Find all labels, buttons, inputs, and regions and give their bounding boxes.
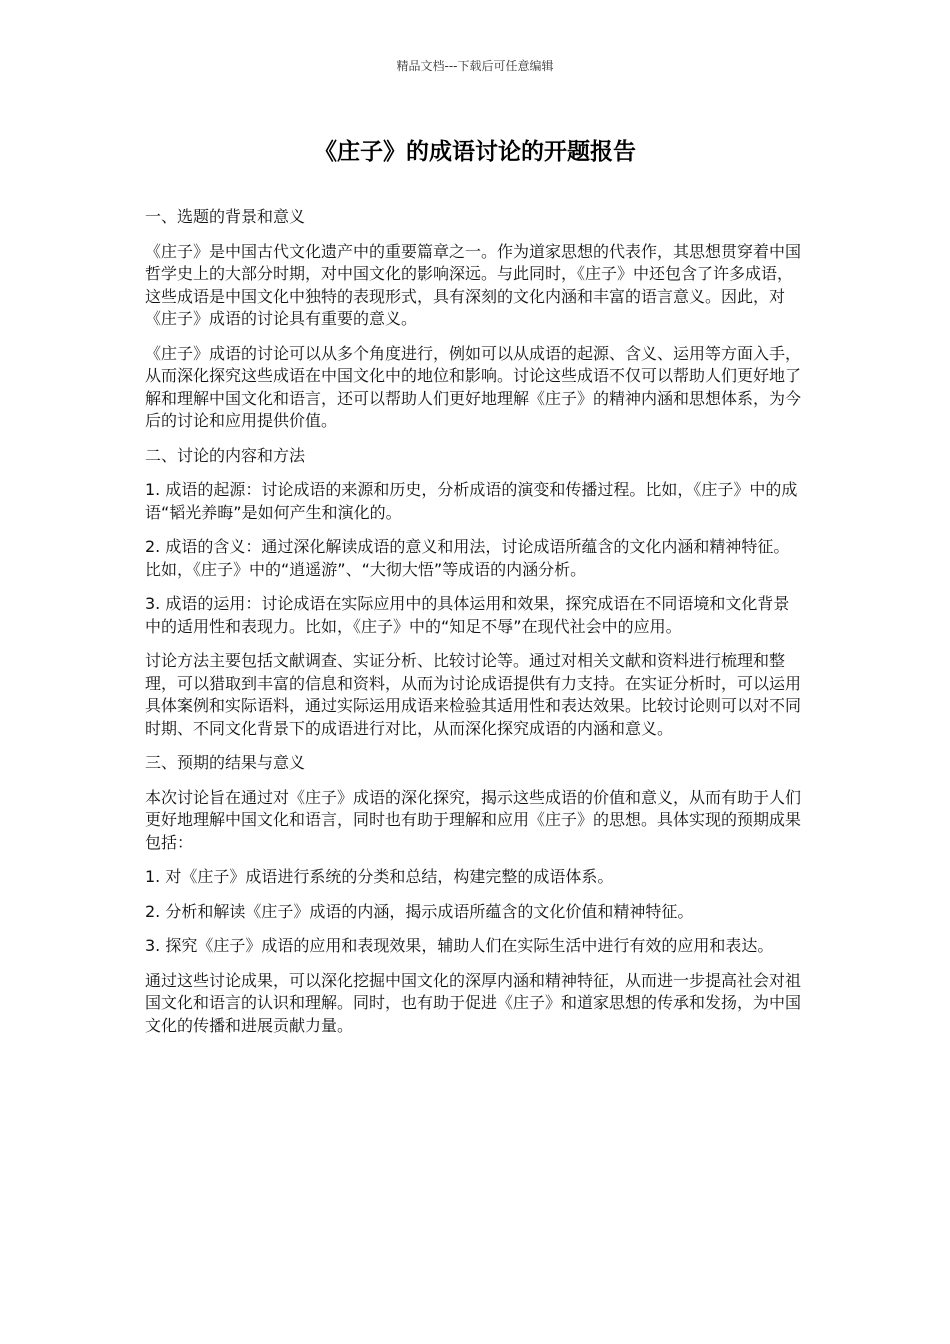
paragraph: 通过这些讨论成果，可以深化挖掘中国文化的深厚内涵和精神特征，从而进一步提高社会对祖国文化和语言的认识和理解。同时，也有助于促进《庄子》和道家思想的传承和发扬，为中国文化的传播和进展贡献力量。 xyxy=(145,970,802,1035)
section-heading-content: 二、讨论的内容和方法 xyxy=(145,445,306,465)
paragraph: 《庄子》成语的讨论可以从多个角度进行，例如可以从成语的起源、含义、运用等方面入手，从而深化探究这些成语在中国文化中的地位和影响。讨论这些成语不仅可以帮助人们更好地了解和理解中国文化和语言，还可以帮助人们更好地理解《庄子》的精神内涵和思想体系，为今后的讨论和应用提供价值。 xyxy=(145,343,802,430)
list-item: 1. 对《庄子》成语进行系统的分类和总结，构建完整的成语体系。 xyxy=(145,867,614,886)
paragraph: 《庄子》是中国古代文化遗产中的重要篇章之一。作为道家思想的代表作，其思想贯穿着中国哲学史上的大部分时期，对中国文化的影响深远。与此同时，《庄子》中还包含了许多成语，这些成语是中国文化中独特的表现形式，具有深刻的文化内涵和丰富的语言意义。因此，对《庄子》成语的讨论具有重要的意义。 xyxy=(145,241,802,328)
list-item: 2. 分析和解读《庄子》成语的内涵，揭示成语所蕴含的文化价值和精神特征。 xyxy=(145,901,694,921)
list-item: 1. 成语的起源：讨论成语的来源和历史，分析成语的演变和传播过程。比如，《庄子》中的成语“韬光养晦”是如何产生和演化的。 xyxy=(145,480,798,522)
list-item: 3. 探究《庄子》成语的应用和表现效果，辅助人们在实际生活中进行有效的应用和表达。 xyxy=(145,936,774,955)
document-title: 《庄子》的成语讨论的开题报告 xyxy=(314,139,636,165)
section-heading-background: 一、选题的背景和意义 xyxy=(145,207,306,226)
paragraph: 本次讨论旨在通过对《庄子》成语的深化探究，揭示这些成语的价值和意义，从而有助于人们更好地理解中国文化和语言，同时也有助于理解和应用《庄子》的思想。具体实现的预期成果包括： xyxy=(145,787,802,852)
paragraph: 讨论方法主要包括文献调查、实证分析、比较讨论等。通过对相关文献和资料进行梳理和整理，可以猎取到丰富的信息和资料，从而为讨论成语提供有力支持。在实证分析时，可以运用具体案例和实际语料，通过实际运用成语来检验其适用性和表达效果。比较讨论则可以对不同时期、不同文化背景下的成语进行对比，从而深化探究成语的内涵和意义。 xyxy=(145,651,802,738)
document-body xyxy=(145,206,805,1049)
list-item: 2. 成语的含义：通过深化解读成语的意义和用法，讨论成语所蕴含的文化内涵和精神特征。比如，《庄子》中的“逍遥游”、“大彻大悟”等成语的内涵分析。 xyxy=(145,537,790,579)
list-item: 3. 成语的运用：讨论成语在实际应用中的具体运用和效果，探究成语在不同语境和文化背景中的适用性和表现力。比如，《庄子》中的“知足不辱”在现代社会中的应用。 xyxy=(145,594,790,636)
section-heading-results: 三、预期的结果与意义 xyxy=(145,753,306,772)
page-header: 精品文档---下载后可任意编辑 xyxy=(396,59,554,73)
